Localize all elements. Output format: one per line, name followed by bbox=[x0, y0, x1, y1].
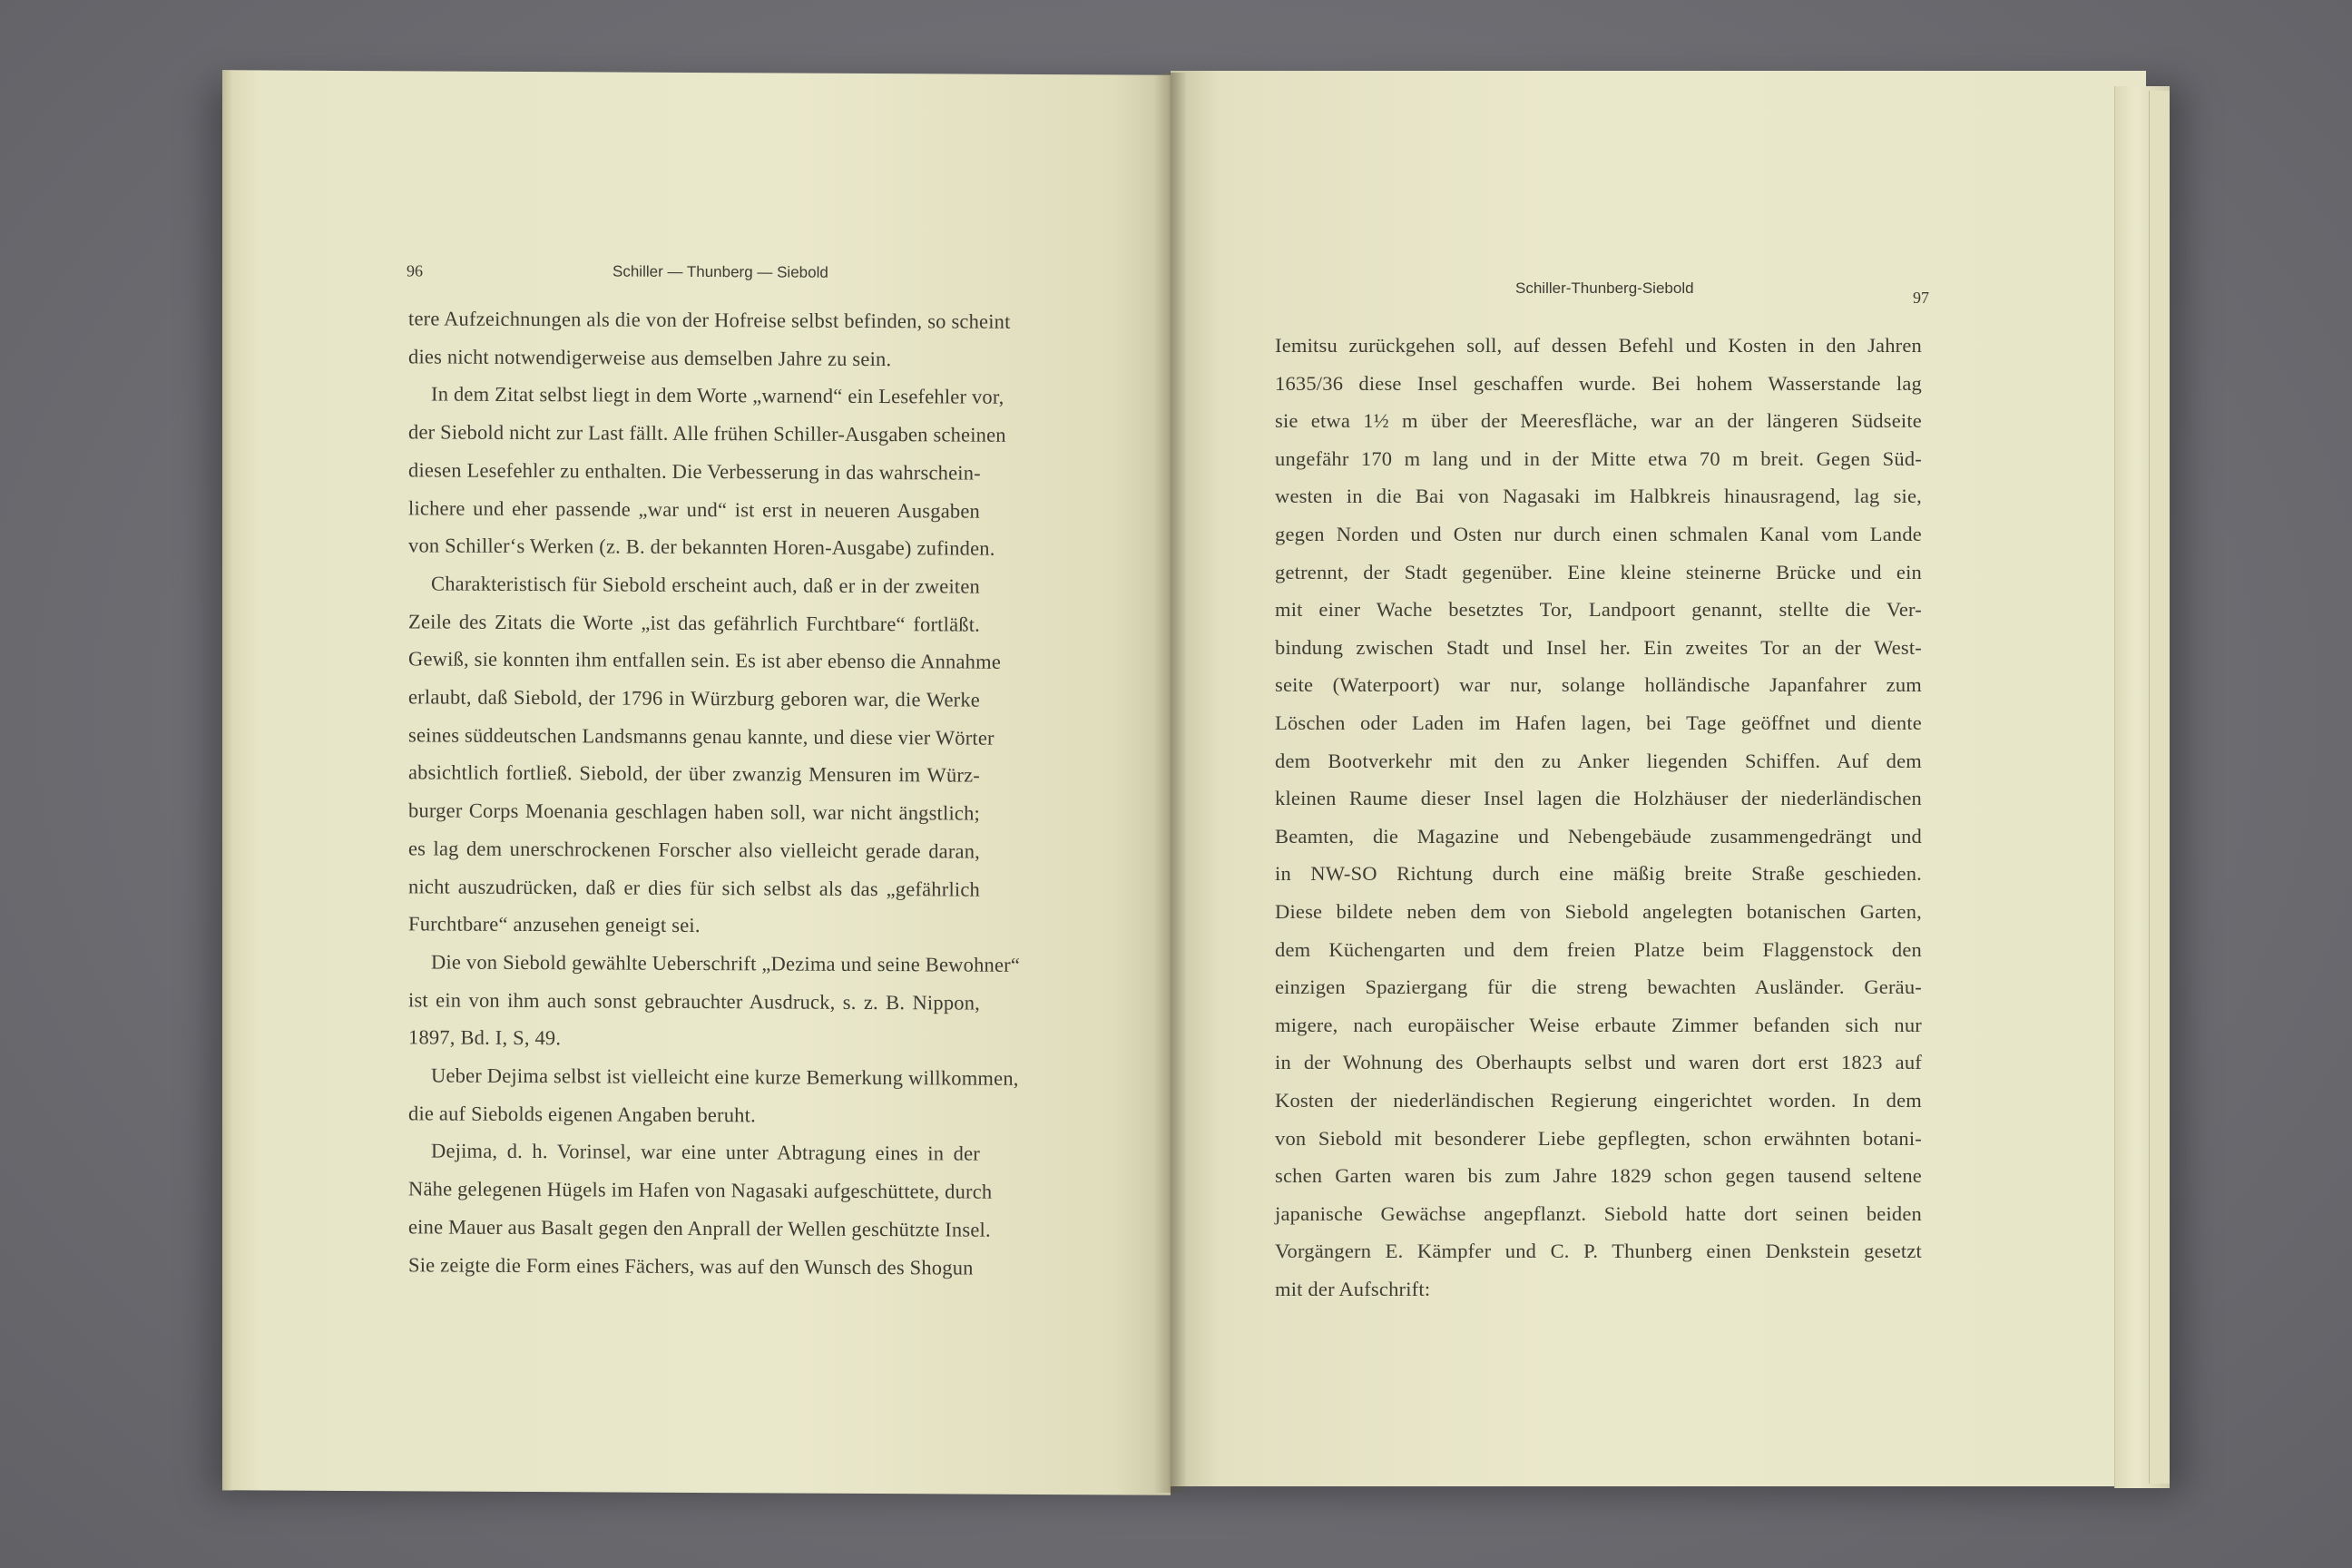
text-line: Gewiß, sie konnten ihm entfallen sein. Es ist aber ebenso die Annahme bbox=[408, 647, 1002, 674]
text-line: dem Küchengarten und dem freien Platze beim Flaggenstock den bbox=[1275, 937, 1922, 961]
text-line: japanische Gewächse angepflanzt. Siebold hatte dort seinen beiden bbox=[1275, 1201, 1922, 1225]
text-line: Nähe gelegenen Hügels im Hafen von Nagasaki aufgeschüttete, durch bbox=[408, 1177, 993, 1203]
text-line: Diese bildete neben dem von Siebold angelegten botanischen Garten, bbox=[1275, 900, 1922, 923]
text-line: der Siebold nicht zur Last fällt. Alle frühen Schiller-Ausgaben scheinen bbox=[408, 420, 1006, 446]
text-line: Löschen oder Laden im Hafen lagen, bei Tage geöffnet und diente bbox=[1275, 711, 1922, 734]
page-stack-edge-inner bbox=[2149, 91, 2170, 1484]
text-line: ist ein von ihm auch sonst gebrauchter Ausdruck, s. z. B. Nippon, bbox=[408, 987, 980, 1014]
text-line: Sie zeigte die Form eines Fächers, was auf den Wunsch des Shogun bbox=[408, 1252, 974, 1279]
text-line: tere Aufzeichnungen als die von der Hofreise selbst befinden, so scheint bbox=[408, 307, 1011, 333]
text-line: Kosten der niederländischen Regierung eingerichtet worden. In dem bbox=[1275, 1089, 1922, 1112]
text-line: seines süddeutschen Landsmanns genau kannte, und diese vier Wörter bbox=[408, 723, 995, 750]
text-line: Iemitsu zurückgehen soll, auf dessen Befehl und Kosten in den Jahren bbox=[1275, 334, 1922, 357]
left-running-head: Schiller — Thunberg — Siebold bbox=[612, 262, 828, 281]
text-line: die auf Siebolds eigenen Angaben beruht. bbox=[408, 1102, 756, 1127]
text-line: ungefähr 170 m lang und in der Mitte etwa 70 m breit. Gegen Süd- bbox=[1275, 446, 1922, 470]
text-line: Vorgängern E. Kämpfer und C. P. Thunberg einen Denkstein gesetzt bbox=[1275, 1240, 1922, 1263]
text-line: migere, nach europäischer Weise erbaute Zimmer befanden sich nur bbox=[1275, 1013, 1922, 1036]
text-line: Beamten, die Magazine und Nebengebäude zusammengedrängt und bbox=[1275, 824, 1922, 848]
text-line: Furchtbare“ anzusehen geneigt sei. bbox=[408, 912, 701, 937]
left-page bbox=[222, 70, 1171, 1494]
text-line: von Schiller‘s Werken (z. B. der bekannten Horen-Ausgabe) zufinden. bbox=[408, 534, 995, 560]
text-line: Zeile des Zitats die Worte „ist das gefährlich Furchtbare“ fortläßt. bbox=[408, 609, 980, 636]
text-line: getrennt, der Stadt gegenüber. Eine kleine steinerne Brücke und ein bbox=[1275, 560, 1922, 583]
text-line: gegen Norden und Osten nur durch einen schmalen Kanal vom Lande bbox=[1275, 523, 1922, 545]
text-line: seite (Waterpoort) war nur, solange holländische Japanfahrer zum bbox=[1275, 673, 1922, 697]
text-line: Die von Siebold gewählte Ueberschrift „Dezima und seine Bewohner“ bbox=[431, 950, 1021, 976]
text-line: von Siebold mit besonderer Liebe gepflegten, schon erwähnten botani- bbox=[1275, 1126, 1922, 1150]
text-line: burger Corps Moenania geschlagen haben soll, war nicht ängstlich; bbox=[408, 799, 980, 825]
text-line: diesen Lesefehler zu enthalten. Die Verbesserung in das wahrschein- bbox=[408, 458, 981, 485]
text-line: Dejima, d. h. Vorinsel, war eine unter Abtragung eines in der bbox=[431, 1139, 980, 1166]
text-line: mit der Aufschrift: bbox=[1275, 1278, 1431, 1300]
text-line: nicht auszudrücken, daß er dies für sich selbst als das „gefährlich bbox=[408, 874, 980, 901]
text-line: 1635/36 diese Insel geschaffen wurde. Bei hohem Wasserstande lag bbox=[1275, 371, 1922, 395]
text-line: bindung zwischen Stadt und Insel her. Ein zweites Tor an der West- bbox=[1275, 635, 1922, 659]
left-page-number: 96 bbox=[407, 261, 423, 280]
text-line: sie etwa 1½ m über der Meeresfläche, war an der längeren Südseite bbox=[1275, 409, 1922, 433]
text-line: absichtlich fortließ. Siebold, der über zwanzig Mensuren im Würz- bbox=[408, 760, 980, 788]
left-body-text bbox=[408, 305, 1021, 1279]
text-line: Charakteristisch für Siebold erscheint auch, daß er in der zweiten bbox=[431, 572, 980, 598]
right-running-head: Schiller-Thunberg-Siebold bbox=[1515, 279, 1694, 297]
text-line: 1897, Bd. I, S, 49. bbox=[408, 1025, 562, 1050]
text-line: eine Mauer aus Basalt gegen den Anprall der Wellen geschützte Insel. bbox=[408, 1215, 991, 1241]
left-page-edge bbox=[222, 70, 233, 1490]
text-line: westen in die Bai von Nagasaki im Halbkreis hinausragend, lag sie, bbox=[1275, 485, 1922, 508]
text-line: dies nicht notwendigerweise aus demselben Jahre zu sein. bbox=[408, 345, 892, 370]
text-line: es lag dem unerschrockenen Forscher also vielleicht gerade daran, bbox=[408, 837, 980, 863]
text-line: erlaubt, daß Siebold, der 1796 in Würzburg geboren war, die Werke bbox=[408, 685, 980, 711]
text-line: schen Garten waren bis zum Jahre 1829 schon gegen tausend seltene bbox=[1275, 1164, 1922, 1188]
text-line: einzigen Spaziergang für die streng bewachten Ausländer. Geräu- bbox=[1275, 975, 1922, 999]
right-page bbox=[1171, 71, 2146, 1486]
text-line: mit einer Wache besetztes Tor, Landpoort genannt, stellte die Ver- bbox=[1275, 598, 1922, 622]
text-line: kleinen Raume dieser Insel lagen die Holzhäuser der niederländischen bbox=[1275, 787, 1922, 810]
right-page-number: 97 bbox=[1913, 289, 1929, 307]
text-line: dem Bootverkehr mit den zu Anker liegenden Schiffen. Auf dem bbox=[1275, 749, 1922, 772]
text-line: lichere und eher passende „war und“ ist erst in neueren Ausgaben bbox=[408, 495, 980, 523]
text-line: In dem Zitat selbst liegt in dem Worte „warnend“ ein Lesefehler vor, bbox=[431, 382, 1004, 409]
text-line: Ueber Dejima selbst ist vielleicht eine kurze Bemerkung willkommen, bbox=[431, 1063, 1019, 1090]
text-line: in NW-SO Richtung durch eine mäßig breite Straße geschieden. bbox=[1275, 862, 1922, 886]
book-gutter bbox=[1154, 73, 1187, 1493]
text-line: in der Wohnung des Oberhaupts selbst und waren dort erst 1823 auf bbox=[1275, 1051, 1922, 1074]
